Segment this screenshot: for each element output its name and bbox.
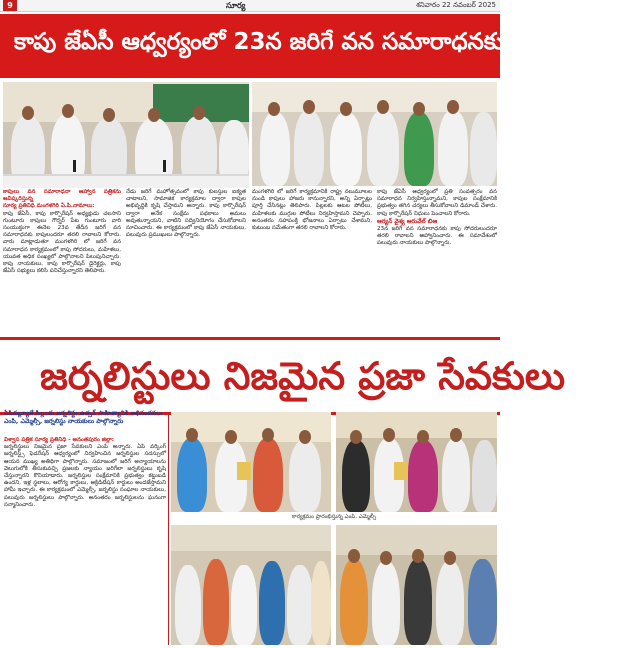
column-divider — [168, 412, 169, 645]
article1-column-2 — [126, 189, 246, 334]
article1-column-1 — [3, 189, 121, 334]
article2-byline: విశ్వాస పత్రిక సూర్య ప్రతినిధి - అనంతపురం జిల్లా: — [4, 437, 114, 443]
page-header — [0, 0, 500, 12]
article1-dateline: సూర్య ప్రతినిధి మంగళగిరి ఏ.పి.నామాలు: — [3, 203, 95, 210]
journalist-event-photo-2 — [336, 412, 497, 512]
article1-column-4 — [377, 189, 497, 334]
journalist-gathering-photo — [336, 525, 497, 645]
top-headline-banner — [0, 14, 630, 78]
article1-text-4b: 23న జరిగే వన సమారాధనకు కాపు సోదరులందరూ తరలి రావాలని ఆహ్వానించారు. ఈ సమావేశంలో పలువురు నాయకులు పాల్గొన్నారు. — [377, 226, 497, 247]
page-number: 9 — [3, 0, 17, 11]
journalist-event-photo-1 — [171, 412, 331, 512]
article1-text-1: కాపు జేఏసీ, కాపు కార్పొరేషన్ అధ్యక్షుడు చలసాని గుంటూరు కాపులు గౌర్నర్ పేట గుంటూరు వారి సంయుక్తంగా ఈనెల 23వ తేదీన జరిగే వన సమారాధనకు కాపులందరూ తరలి రావాలని కోరారు. వారు మాట్లాడుతూ మంగళగిరి లో జరిగే వన సమారాధన కార్యక్రమంలో కాపు సోదరులు, మహిళలు, యువత అధిక సంఖ్యలో పాల్గొనాలని పిలుపునిచ్చారు. కాపు నాయకులు, కాపు కార్పొరేషన్ డైరెక్టర్లు, కాపు జేఏసీ సభ్యులు కలిసి పనిచేస్తున్నారని తెలిపారు. — [3, 210, 121, 275]
article1-byline: కాపులు వన సమారాధనా ఆహ్వాన పత్రికను ఆవిష్కరిస్తున్న — [3, 189, 121, 203]
felicitation-photo — [252, 82, 497, 186]
article1-text-2: నేడు జరిగే మహోత్సవంలో కాపు కులస్తుల ఐక్యత చాటాలని, సామాజిక కార్యక్రమాల ద్వారా కాపుల అభివృద్ధికి కృషి చేస్తామని అన్నారు. కాపు కార్పొరేషన్ ద్వారా అనేక సంక్షేమ పథకాలు అమలు అవుతున్నాయని, వాటిని సద్వినియోగం చేసుకోవాలని సూచించారు. ఈ కార్యక్రమంలో కాపు జేఏసీ నాయకులు, పలువురు ప్రముఖులు పాల్గొన్నారు. — [126, 189, 246, 239]
article2-text: జర్నలిస్టులు నిజమైన ప్రజా సేవకులని ఎంపి అన్నారు. ఏపి వర్కింగ్ జర్నలిస్ట్స్ ఫెడరేషన్ ఆధ్వర్యంలో నిర్వహించిన జర్నలిస్టుల సదస్సులో ఆయన ముఖ్య అతిథిగా పాల్గొన్నారు. సమాజంలో జరిగే అన్యాయాలను వెలుగులోకి తీసుకువచ్చి ప్రజలకు న్యాయం జరిగేలా జర్నలిస్టులు కృషి చేస్తున్నారని కొనియాడారు. జర్నలిస్టుల సంక్షేమానికి ప్రభుత్వం కట్టుబడి ఉందని, ఇళ్ల స్థలాలు, ఆరోగ్య కార్డులు, అక్రిడిటేషన్ కార్డులు అందజేస్తామని హామీ ఇచ్చారు. ఈ కార్యక్రమంలో ఎమ్మెల్సీ, జర్నలిస్టు సంఘాల నాయకులు, పలువురు జర్నలిస్టులు పాల్గొన్నారు. అనంతరం జర్నలిస్టులను ఘనంగా సన్మానించారు. — [4, 444, 166, 508]
article2-headline: ఏపిడబ్ల్యూజే పిల్లలకు జర్నలిస్టు ఉత్సవ్ సాహిత్యానికి అభినందనలు ఎంపి, ఎమ్మెల్సీ, జర్నలిస్టు నాయకులు పాల్గొన్నారు — [4, 410, 163, 425]
article1-column-3 — [252, 189, 372, 334]
article1-subhead: ఆర్యన్ వైశ్య ఆరువేల్ బిఆ — [377, 217, 438, 225]
paper-name: సూర్య — [226, 1, 246, 10]
article2-body — [4, 437, 166, 645]
article1-text-3: మంగళగిరి లో జరిగే కార్యక్రమానికి రాష్ట్ర నలుమూలల నుండి కాపులు హాజరు కానున్నారని, అన్ని ఏర్పాట్లు పూర్తి చేసినట్లు తెలిపారు. పిల్లలకు ఆటల పోటీలు, మహిళలకు ముగ్గుల పోటీలు నిర్వహిస్తామని చెప్పారు. అనంతరం సహపంక్తి భోజనాలు ఏర్పాటు చేశామని, కుటుంబ సమేతంగా తరలి రావాలని కోరారు. — [252, 189, 372, 232]
issue-date: శనివారం 22 నవంబర్ 2025 — [415, 1, 496, 9]
bottom-headline: జర్నలిస్టులు నిజమైన ప్రజా సేవకులు — [40, 354, 566, 398]
article2-caption-1: కార్యక్రమం ప్రారంభిస్తున్న ఎంపి, ఎమ్మెల్సీ — [291, 514, 377, 520]
article1-text-4: కాపు జేఏసీ ఆధ్వర్యంలో ప్రతి సంవత్సరం వన సమారాధన నిర్వహిస్తున్నామని, కాపుల సంక్షేమానికి ప్రభుత్వం తగిన చర్యలు తీసుకోవాలని డిమాండ్ చేశారు. కాపు కార్పొరేషన్ నిధులు పెంచాలని కోరారు. — [377, 189, 497, 217]
journalist-audience-photo — [171, 525, 331, 645]
bottom-headline-banner — [0, 337, 566, 415]
top-headline: కాపు జేఏసీ ఆధ్వర్యంలో 23న జరిగే వన సమారాధనకు తరలి రావాలి — [14, 29, 630, 55]
press-meet-photo — [3, 82, 249, 186]
